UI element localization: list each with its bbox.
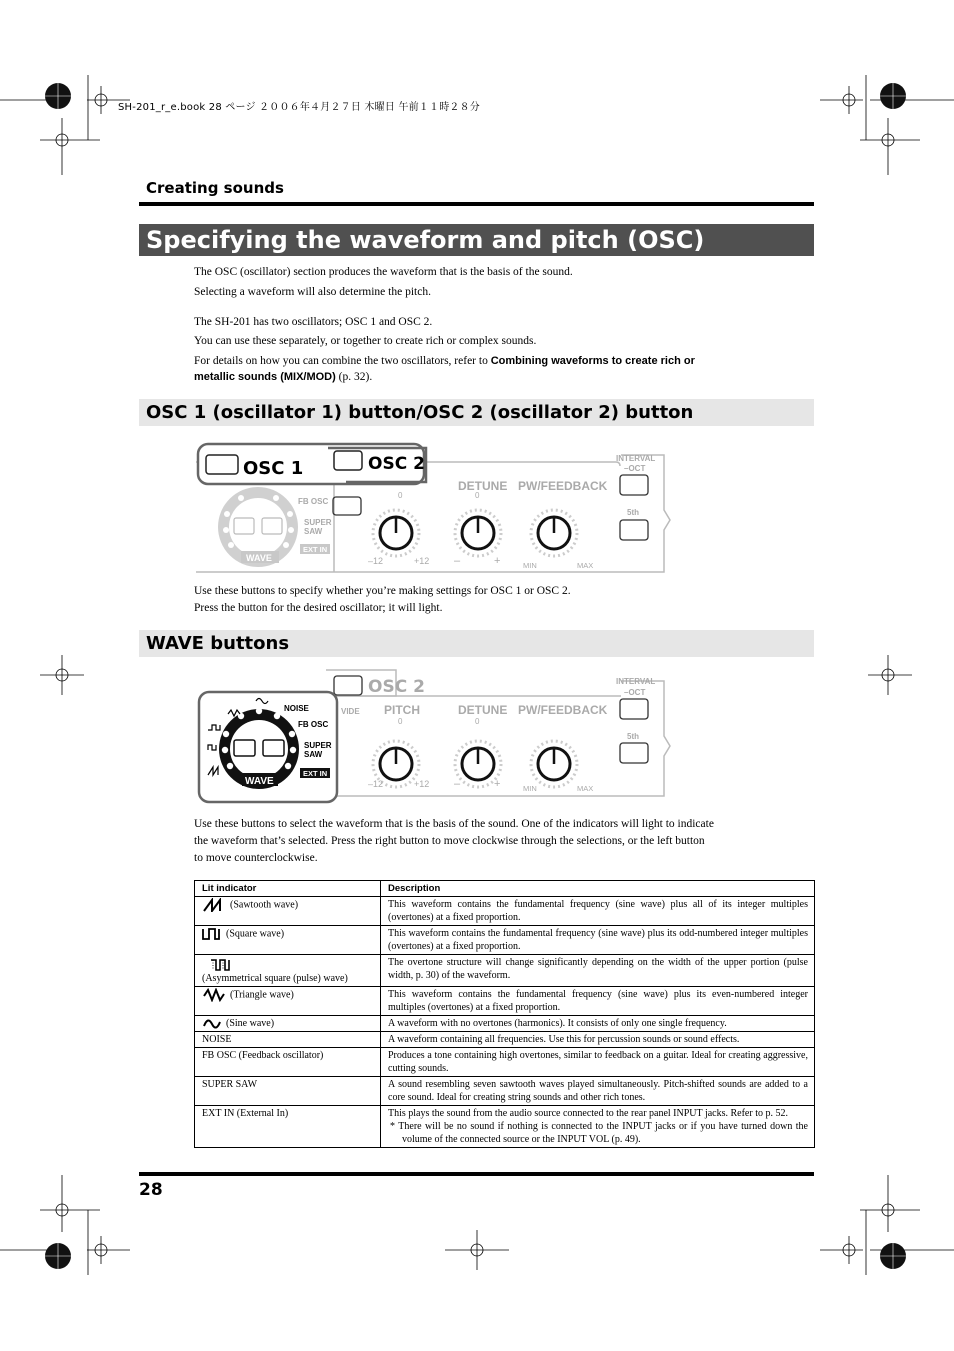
table-row [195, 955, 815, 987]
wave-desc-1: Use these buttons to select the waveform that is the basis of the sound. One of the indicators will light to indicate [194, 818, 714, 830]
page-number: 28 [139, 1180, 163, 1200]
pw-feedback-label-2: PW/FEEDBACK [518, 703, 608, 717]
indicator-desc: This plays the sound from the audio source connected to the rear panel INPUT jacks. Refer to p. 52. [388, 1108, 788, 1119]
triangle-wave-icon [202, 988, 226, 1002]
wave-desc-2: the waveform that’s selected. Press the right button to move clockwise through the selections, or the left button [194, 835, 705, 847]
fb-osc-label-2: FB OSC [298, 720, 329, 729]
table-row [195, 1048, 815, 1077]
super-label: SUPER [304, 518, 332, 527]
osc-heading: OSC 1 (oscillator 1) button/OSC 2 (oscillator 2) button [146, 402, 694, 423]
indicator-label: (Sawtooth wave) [230, 899, 299, 911]
indicator-desc: A waveform with no overtones (harmonics). It consists of only one single frequency. [381, 1016, 815, 1032]
indicator-desc: A sound resembling seven sawtooth waves played simultaneously. Pitch-shifted sounds are added to a core sound. Ideal for creating string sounds and other rich tones. [381, 1077, 815, 1106]
vide-label: VIDE [341, 707, 360, 716]
indicator-label: EXT IN (External In) [195, 1106, 381, 1148]
osc2-label: OSC 2 [368, 454, 425, 474]
oct-label-2: –OCT [624, 688, 646, 697]
indicator-desc: This waveform contains the fundamental frequency (sine wave) plus its even-numbered integer multiples (overtones) at a fixed proportion. [381, 987, 815, 1016]
intro-p3: The SH-201 has two oscillators; OSC 1 and OSC 2. [194, 316, 433, 328]
oct-label: –OCT [624, 464, 646, 473]
table-header-description: Description [381, 881, 815, 897]
detune-label-2: DETUNE [458, 703, 508, 717]
wave-label-2: WAVE [245, 776, 274, 787]
pw-min-2: MIN [523, 784, 537, 793]
pw-max-2: MAX [577, 784, 594, 793]
pw-feedback-label: PW/FEEDBACK [518, 479, 608, 493]
page-title: Specifying the waveform and pitch (OSC) [146, 226, 705, 254]
table-row [195, 926, 815, 955]
table-row [195, 897, 815, 926]
table-row [195, 1106, 815, 1148]
pw-min: MIN [523, 561, 537, 570]
fifth-label: 5th [627, 508, 639, 517]
osc-desc-1: Use these buttons to specify whether you’re making settings for OSC 1 or OSC 2. [194, 585, 571, 597]
pitch-min: –12 [368, 556, 384, 566]
table-row [195, 987, 815, 1016]
detune-minus: – [454, 555, 461, 567]
interval-label: INTERVAL [616, 454, 656, 463]
indicator-desc: The overtone structure will change significantly depending on the width of the upper portion (pulse width, p. 30) of the waveform. [381, 955, 815, 987]
indicator-desc: This waveform contains the fundamental frequency (sine wave) plus all of its integer multiples (overtones) at a fixed proportion. [381, 897, 815, 926]
pitch-max: +12 [414, 556, 430, 566]
ext-in-label-2: EXT IN [303, 769, 328, 778]
detune-plus: + [494, 555, 501, 567]
ext-in-label: EXT IN [303, 545, 328, 554]
indicator-label: SUPER SAW [195, 1077, 381, 1106]
pitch-label: PITCH [384, 703, 420, 717]
table-row [195, 1016, 815, 1032]
detune-plus-2: + [494, 778, 501, 790]
table-row [195, 1077, 815, 1106]
indicator-desc: A waveform containing all frequencies. Use this for percussion sounds or sound effects. [381, 1032, 815, 1048]
intro-p1: The OSC (oscillator) section produces the waveform that is the basis of the sound. [194, 266, 573, 278]
sawtooth-wave-icon [202, 898, 226, 912]
indicator-label: (Asymmetrical square (pulse) wave) [202, 973, 348, 984]
indicator-label: (Triangle wave) [230, 989, 294, 1001]
wave-label: WAVE [246, 553, 272, 563]
wave-desc-3: to move counterclockwise. [194, 852, 318, 864]
intro-p4: You can use these separately, or together to create rich or complex sounds. [194, 335, 537, 347]
file-meta: SH-201_r_e.book 28 ページ ２００６年４月２７日 木曜日 午前１１時２８分 [118, 102, 480, 113]
indicator-label: (Sine wave) [226, 1018, 275, 1029]
pitch-max-2: +12 [414, 779, 430, 789]
pulse-wave-icon [210, 958, 232, 972]
indicator-label: (Square wave) [226, 928, 285, 940]
pitch-zero: 0 [398, 491, 403, 500]
indicator-desc: Produces a tone containing high overtones, similar to feedback on a guitar. Ideal for creating aggressive, cutting sounds. [381, 1048, 815, 1077]
noise-label: NOISE [284, 704, 309, 713]
pw-max: MAX [577, 561, 594, 570]
intro-p2: Selecting a waveform will also determine the pitch. [194, 286, 431, 298]
detune-zero-2: 0 [475, 717, 480, 726]
osc-desc-2: Press the button for the desired oscillator; it will light. [194, 602, 443, 614]
indicator-desc: This waveform contains the fundamental frequency (sine wave) plus its odd-numbered integer multiples (overtones) at a fixed proportion. [381, 926, 815, 955]
osc1-label: OSC 1 [243, 458, 304, 479]
intro-p5-pre: For details on how you can combine the two oscillators, refer to [194, 355, 491, 367]
footer-rule [139, 1172, 814, 1176]
wave-panel-illustration [196, 666, 676, 808]
wave-table [194, 880, 815, 1148]
saw-label-2: SAW [304, 750, 323, 759]
table-header-row [195, 881, 815, 897]
pitch-min-2: –12 [368, 779, 384, 789]
intro-p5-link-1: Combining waveforms to create rich or [490, 355, 695, 367]
detune-zero: 0 [475, 491, 480, 500]
indicator-note: * There will be no sound if nothing is connected to the INPUT jacks or if you have turned down the volume of the connected source or the INPUT VOL (p. 49). [390, 1121, 808, 1145]
wave-heading: WAVE buttons [146, 633, 290, 654]
osc2-label-dim: OSC 2 [368, 677, 425, 697]
super-label-2: SUPER [304, 741, 332, 750]
osc-panel-illustration [196, 440, 676, 580]
square-wave-icon [202, 927, 222, 941]
sine-wave-icon [202, 1018, 222, 1030]
pitch-zero-2: 0 [398, 717, 403, 726]
section-label: Creating sounds [146, 179, 284, 197]
intro-p5-link-2: metallic sounds (MIX/MOD) [194, 371, 336, 383]
intro-p5-post: (p. 32). [335, 371, 373, 383]
fifth-label-2: 5th [627, 732, 639, 741]
intro-p5 [194, 353, 784, 385]
fb-osc-label: FB OSC [298, 497, 329, 506]
interval-label-2: INTERVAL [616, 677, 656, 686]
table-row [195, 1032, 815, 1048]
indicator-label: FB OSC (Feedback oscillator) [195, 1048, 381, 1077]
detune-minus-2: – [454, 778, 461, 790]
indicator-label: NOISE [195, 1032, 381, 1048]
saw-label: SAW [304, 527, 323, 536]
header-rule [139, 202, 814, 206]
detune-label: DETUNE [458, 479, 508, 493]
table-header-indicator: Lit indicator [195, 881, 381, 897]
